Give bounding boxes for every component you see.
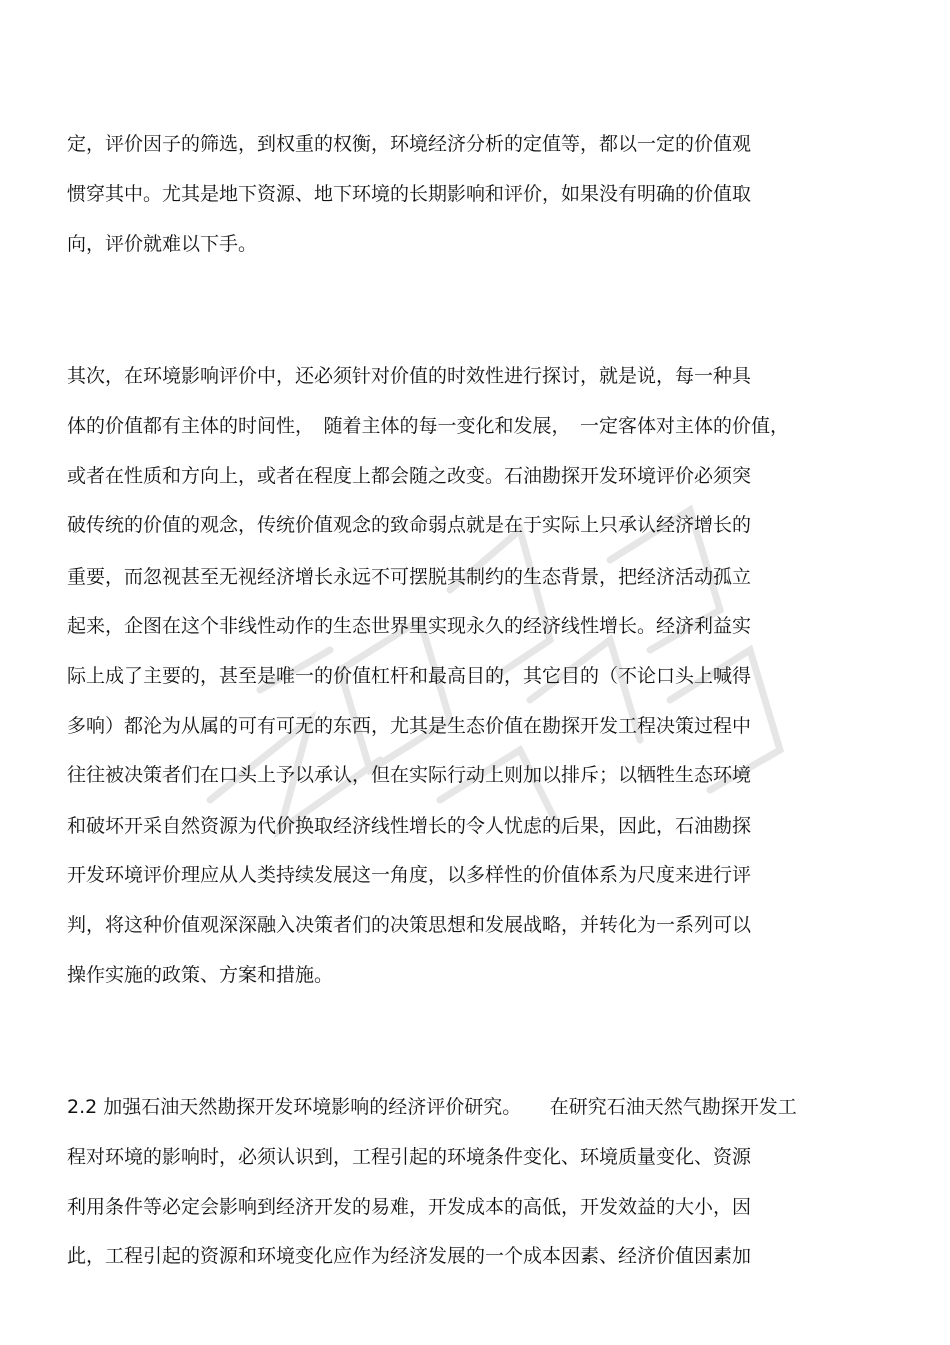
paragraph-1-line-3: 向，评价就难以下手。 bbox=[67, 233, 258, 255]
paragraph-3-line-4: 此，工程引起的资源和环境变化应作为经济发展的一个成本因素、经济价值因素加 bbox=[67, 1245, 752, 1267]
paragraph-2-line-9: 往往被决策者们在口头上予以承认，但在实际行动上则加以排斥；以牺牲生态环境 bbox=[67, 764, 752, 786]
paragraph-2-line-8: 多响）都沦为从属的可有可无的东西，尤其是生态价值在勘探开发工程决策过程中 bbox=[67, 715, 752, 737]
paragraph-2-line-4: 破传统的价值的观念，传统价值观念的致命弱点就是在于实际上只承认经济增长的 bbox=[67, 514, 752, 536]
paragraph-3-line-3: 利用条件等必定会影响到经济开发的易难，开发成本的高低，开发效益的大小，因 bbox=[67, 1196, 752, 1218]
paragraph-3-line-1: 2.2 加强石油天然勘探开发环境影响的经济评价研究。 在研究石油天然气勘探开发工 bbox=[67, 1096, 797, 1118]
paragraph-2-line-10: 和破坏开采自然资源为代价换取经济线性增长的令人忧虑的后果，因此，石油勘探 bbox=[67, 815, 752, 837]
paragraph-2-line-3: 或者在性质和方向上，或者在程度上都会随之改变。石油勘探开发环境评价必须突 bbox=[67, 465, 752, 487]
paragraph-2-line-7: 际上成了主要的，甚至是唯一的价值杠杆和最高目的，其它目的（不论口头上喊得 bbox=[67, 665, 752, 687]
paragraph-2-line-2: 体的价值都有主体的时间性， 随着主体的每一变化和发展， 一定客体对主体的价值， bbox=[67, 415, 790, 437]
paragraph-2-line-6: 起来，企图在这个非线性动作的生态世界里实现永久的经济线性增长。经济利益实 bbox=[67, 615, 752, 637]
paragraph-2-line-13: 操作实施的政策、方案和措施。 bbox=[67, 964, 334, 986]
paragraph-2-line-1: 其次，在环境影响评价中，还必须针对价值的时效性进行探讨，就是说，每一种具 bbox=[67, 365, 752, 387]
paragraph-2-line-12: 判，将这种价值观深深融入决策者们的决策思想和发展战略，并转化为一系列可以 bbox=[67, 914, 752, 936]
paragraph-2-line-5: 重要，而忽视甚至无视经济增长永远不可摆脱其制约的生态背景，把经济活动孤立 bbox=[67, 566, 752, 588]
paragraph-3-line-2: 程对环境的影响时，必须认识到，工程引起的环境条件变化、环境质量变化、资源 bbox=[67, 1146, 752, 1168]
paragraph-1-line-2: 惯穿其中。尤其是地下资源、地下环境的长期影响和评价，如果没有明确的价值取 bbox=[67, 183, 752, 205]
paragraph-2-line-11: 开发环境评价理应从人类持续发展这一角度，以多样性的价值体系为尺度来进行评 bbox=[67, 864, 752, 886]
paragraph-1-line-1: 定，评价因子的筛选，到权重的权衡，环境经济分析的定值等，都以一定的价值观 bbox=[67, 133, 752, 155]
